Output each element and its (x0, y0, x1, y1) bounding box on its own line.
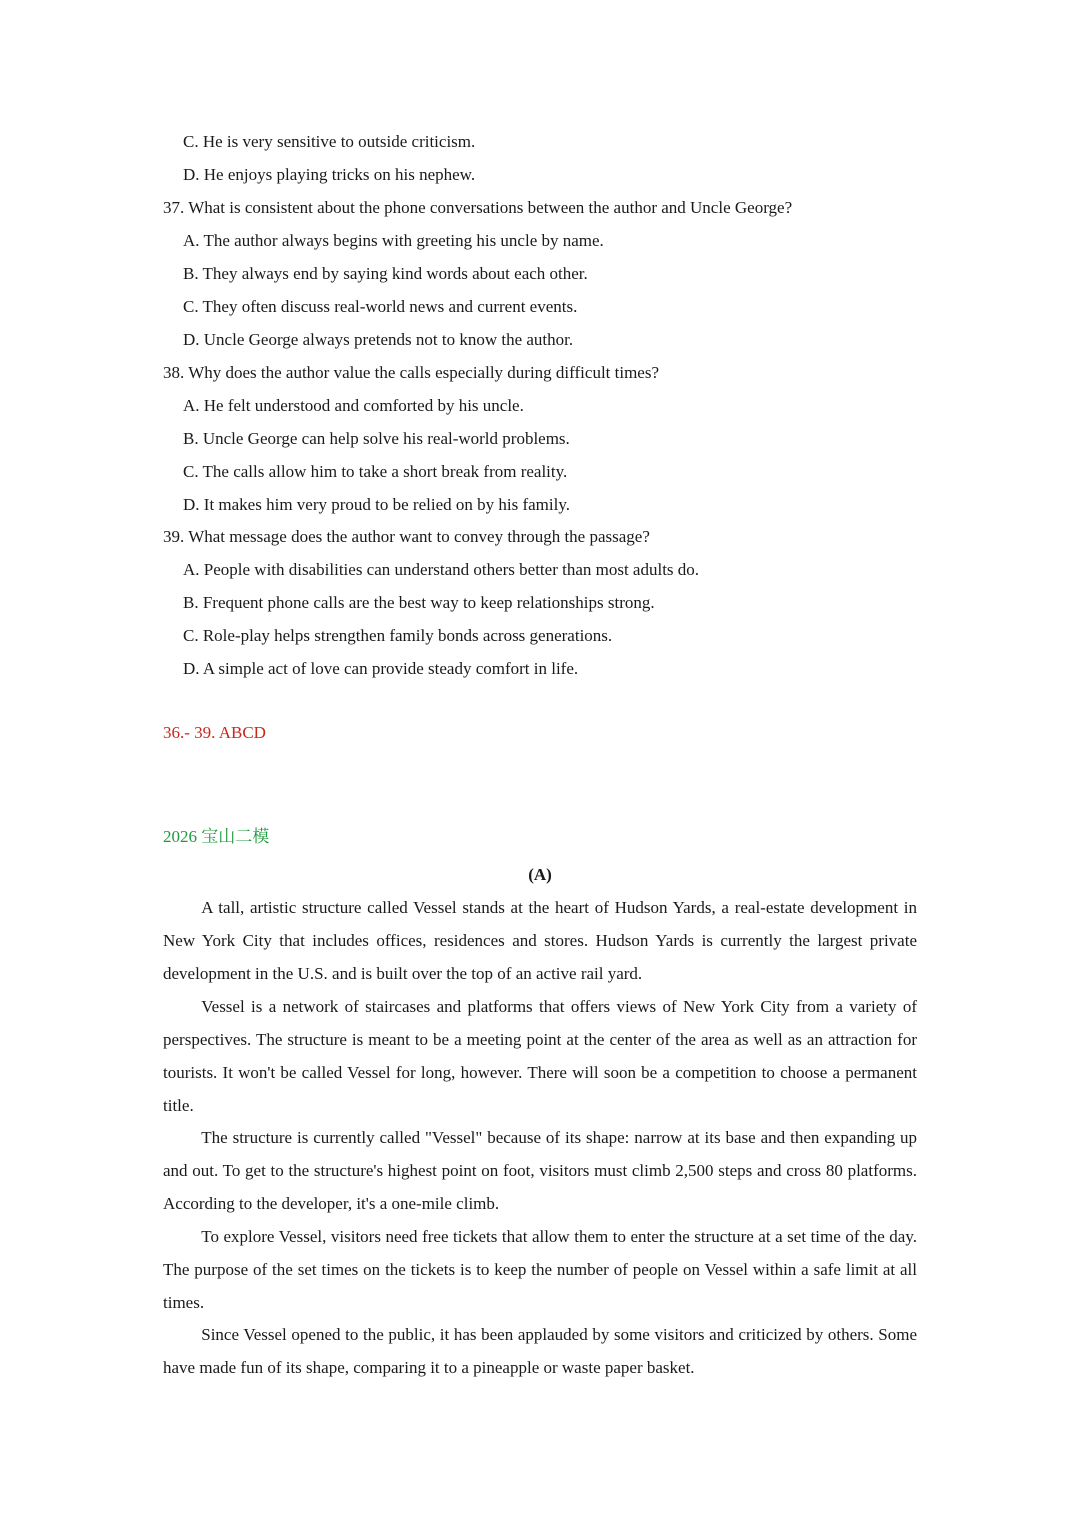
option-37a: A. The author always begins with greeting his uncle by name. (183, 231, 604, 250)
option-38d: D. It makes him very proud to be relied on by his family. (183, 495, 570, 514)
option-36c: C. He is very sensitive to outside criticism. (183, 132, 476, 151)
option-39c: C. Role-play helps strengthen family bonds across generations. (183, 626, 613, 645)
option-37b: B. They always end by saying kind words about each other. (183, 264, 588, 283)
option-37c: C. They often discuss real-world news and current events. (183, 297, 578, 316)
passage-paragraph-3: The structure is currently called "Vessel" because of its shape: narrow at its base and then expanding up and out. To get to the structure's highest point on foot, visitors must climb 2,500 steps and cross 80 platforms. According to the developer, it's a one-mile climb. (163, 1128, 917, 1213)
option-38b: B. Uncle George can help solve his real-world problems. (183, 429, 570, 448)
passage-paragraph-1: A tall, artistic structure called Vessel stands at the heart of Hudson Yards, a real-estate development in New York City that includes offices, residences and stores. Hudson Yards is currently the largest private development in the U.S. and is built over the top of an active rail yard. (163, 898, 917, 983)
passage-paragraph-4: To explore Vessel, visitors need free tickets that allow them to enter the structure at a set time of the day. The purpose of the set times on the tickets is to keep the number of people on Vessel within a safe limit at all times. (163, 1227, 917, 1312)
option-38c: C. The calls allow him to take a short break from reality. (183, 462, 568, 481)
passage-paragraph-2: Vessel is a network of staircases and platforms that offers views of New York City from a variety of perspectives. The structure is meant to be a meeting point at the center of the area as well as an attraction for tourists. It won't be called Vessel for long, however. There will soon be a competition to choose a permanent title. (163, 997, 917, 1115)
answer-key: 36.- 39. ABCD (163, 723, 266, 742)
question-38-stem: 38. Why does the author value the calls especially during difficult times? (163, 363, 660, 382)
passage-title: (A) (528, 865, 552, 884)
question-39-stem: 39. What message does the author want to convey through the passage? (163, 527, 650, 546)
option-39d: D. A simple act of love can provide steady comfort in life. (183, 659, 579, 678)
option-38a: A. He felt understood and comforted by his uncle. (183, 396, 524, 415)
option-37d: D. Uncle George always pretends not to know the author. (183, 330, 574, 349)
option-39a: A. People with disabilities can understand others better than most adults do. (183, 560, 700, 579)
question-37-stem: 37. What is consistent about the phone conversations between the author and Uncle George? (163, 198, 793, 217)
section-tag: 2026 宝山二模 (163, 827, 270, 846)
passage-paragraph-5: Since Vessel opened to the public, it has been applauded by some visitors and criticized by others. Some have made fun of its shape, comparing it to a pineapple or waste paper basket. (163, 1325, 917, 1377)
option-39b: B. Frequent phone calls are the best way to keep relationships strong. (183, 593, 655, 612)
option-36d: D. He enjoys playing tricks on his nephew. (183, 165, 476, 184)
